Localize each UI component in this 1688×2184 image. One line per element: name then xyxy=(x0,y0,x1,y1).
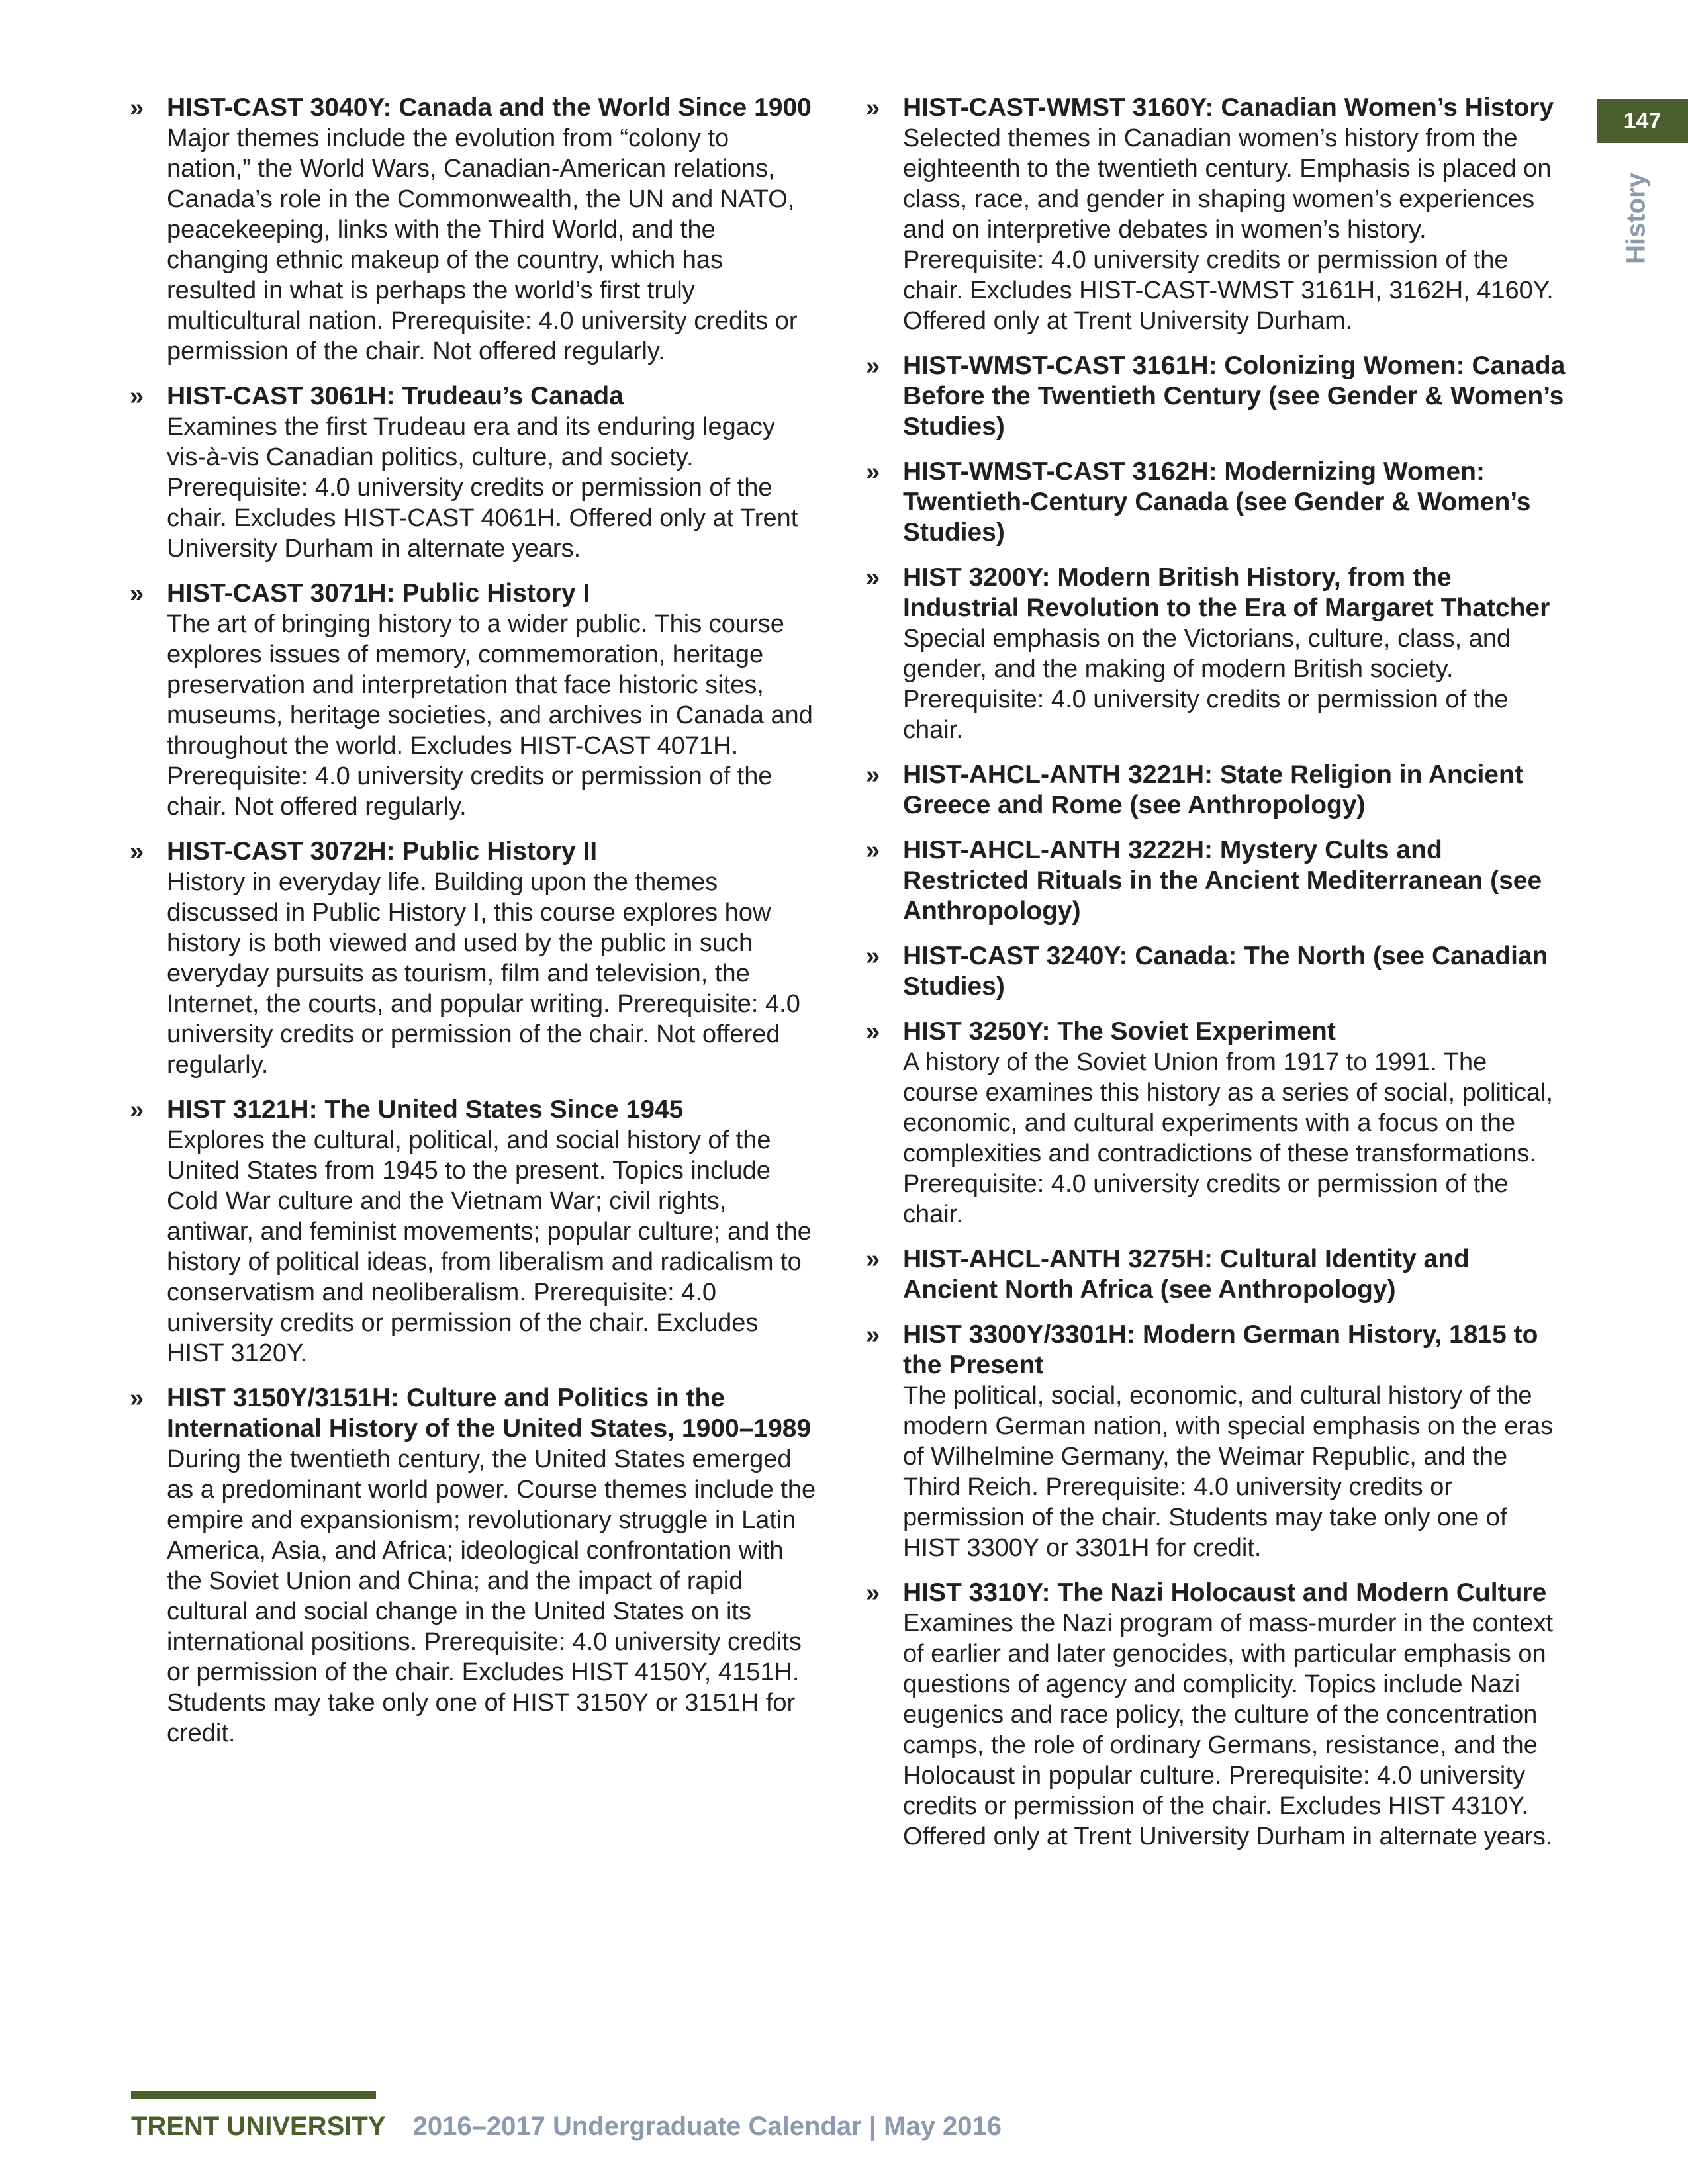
course-entry xyxy=(866,760,1568,821)
course-title: HIST-WMST-CAST 3162H: Modernizing Women: Twentieth-Century Canada (see Gender & Women’s Studies) xyxy=(903,457,1531,547)
page-number: 147 xyxy=(1597,99,1688,143)
course-title: HIST-WMST-CAST 3161H: Colonizing Women: Canada Before the Twentieth Century (see Gender & Women’s Studies) xyxy=(903,351,1566,441)
course-entry xyxy=(866,563,1568,745)
footer-rule xyxy=(131,2091,376,2099)
course-entry xyxy=(866,1320,1568,1563)
course-description: Special emphasis on the Victorians, culture, class, and gender, and the making of modern British society. Prerequisite: 4.0 university credits or permission of the chair. xyxy=(903,625,1511,744)
section-label: History xyxy=(1621,173,1651,264)
course-entry xyxy=(130,1383,818,1749)
course-entry xyxy=(130,381,818,564)
course-title: HIST 3121H: The United States Since 1945 xyxy=(167,1095,684,1124)
course-entry xyxy=(866,835,1568,927)
course-description: History in everyday life. Building upon the themes discussed in Public History I, this course explores how history is both viewed and used by the public in such everyday pursuits as tourism, film and television, the Internet, the courts, and popular writing. Prerequisite: 4.0 university credits or permission of the chair. Not offered regularly. xyxy=(167,868,800,1079)
course-description: Major themes include the evolution from “colony to nation,” the World Wars, Canadian-American relations, Canada’s role in the Commonwealth, the UN and NATO, peacekeeping, links with the Third World, and the changing ethnic makeup of the country, which has resulted in what is perhaps the world’s first truly multicultural nation. Prerequisite: 4.0 university credits or permission of the chair. Not offered regularly. xyxy=(167,124,798,365)
course-entry xyxy=(866,1244,1568,1305)
course-description: Examines the first Trudeau era and its enduring legacy vis-à-vis Canadian politics, culture, and society. Prerequisite: 4.0 university credits or permission of the chair. Excludes HIST-CAST 4061H. Offered only at Trent University Durham in alternate years. xyxy=(167,413,798,563)
course-title: HIST-CAST 3040Y: Canada and the World Since 1900 xyxy=(167,93,812,122)
course-title: HIST-AHCL-ANTH 3222H: Mystery Cults and Restricted Rituals in the Ancient Mediterranean (see Anthropology) xyxy=(903,836,1542,925)
bullet-icon: » xyxy=(866,352,880,380)
course-description: Selected themes in Canadian women’s history from the eighteenth to the twentieth century. Emphasis is placed on class, race, and gender in shaping women’s experiences and on interpretive debates in women’s history. Prerequisite: 4.0 university credits or permission of the chair. Excludes HIST-CAST-WMST 3161H, 3162H, 4160Y. Offered only at Trent University Durham. xyxy=(903,124,1554,335)
footer xyxy=(131,2110,1002,2143)
bullet-icon: » xyxy=(130,383,144,410)
course-entry xyxy=(130,578,818,822)
course-title: HIST-CAST 3071H: Public History I xyxy=(167,579,590,608)
bullet-icon: » xyxy=(130,580,144,608)
course-description: A history of the Soviet Union from 1917 to 1991. The course examines this history as a series of social, political, economic, and cultural experiments with a focus on the complexities and contradictions of these transformations. Prerequisite: 4.0 university credits or permission of the chair. xyxy=(903,1048,1554,1228)
bullet-icon: » xyxy=(866,942,880,970)
course-title: HIST 3150Y/3151H: Culture and Politics in the International History of the United States, 1900–1989 xyxy=(167,1384,812,1443)
bullet-icon: » xyxy=(866,458,880,486)
course-description: During the twentieth century, the United States emerged as a predominant world power. Course themes include the empire and expansionism; revolutionary struggle in Latin America, Asia, and Africa; ideological confrontation with the Soviet Union and China; and the impact of rapid cultural and social change in the United States on its international positions. Prerequisite: 4.0 university credits or permission of the chair. Excludes HIST 4150Y, 4151H. Students may take only one of HIST 3150Y or 3151H for credit. xyxy=(167,1445,816,1747)
course-title: HIST 3300Y/3301H: Modern German History, 1815 to the Present xyxy=(903,1320,1538,1379)
footer-university: TRENT UNIVERSITY xyxy=(131,2112,386,2141)
bullet-icon: » xyxy=(866,94,880,122)
bullet-icon: » xyxy=(866,564,880,592)
course-entry xyxy=(866,351,1568,442)
bullet-icon: » xyxy=(130,94,144,122)
right-column xyxy=(866,93,1568,1866)
course-title: HIST 3250Y: The Soviet Experiment xyxy=(903,1017,1336,1046)
left-column xyxy=(130,93,818,1763)
course-title: HIST 3310Y: The Nazi Holocaust and Modern Culture xyxy=(903,1578,1547,1607)
course-entry xyxy=(866,93,1568,336)
course-entry xyxy=(866,1578,1568,1852)
course-title: HIST-AHCL-ANTH 3275H: Cultural Identity and Ancient North Africa (see Anthropology) xyxy=(903,1245,1470,1304)
course-title: HIST-CAST 3240Y: Canada: The North (see Canadian Studies) xyxy=(903,942,1548,1001)
course-title: HIST-CAST 3061H: Trudeau’s Canada xyxy=(167,382,624,410)
bullet-icon: » xyxy=(866,1579,880,1607)
course-title: HIST-AHCL-ANTH 3221H: State Religion in Ancient Greece and Rome (see Anthropology) xyxy=(903,760,1523,819)
course-entry xyxy=(866,1017,1568,1230)
bullet-icon: » xyxy=(130,1385,144,1412)
course-entry xyxy=(866,941,1568,1002)
bullet-icon: » xyxy=(130,838,144,866)
course-description: Examines the Nazi program of mass-murder in the context of earlier and later genocides, with particular emphasis on questions of agency and complicity. Topics include Nazi eugenics and race policy, the culture of the concentration camps, the role of ordinary Germans, resistance, and the Holocaust in popular culture. Prerequisite: 4.0 university credits or permission of the chair. Excludes HIST 4310Y. Offered only at Trent University Durham in alternate years. xyxy=(903,1610,1554,1850)
course-entry xyxy=(130,837,818,1080)
course-entry xyxy=(130,1095,818,1369)
bullet-icon: » xyxy=(130,1096,144,1124)
bullet-icon: » xyxy=(866,1321,880,1349)
footer-calendar: 2016–2017 Undergraduate Calendar | May 2016 xyxy=(412,2112,1002,2141)
bullet-icon: » xyxy=(866,837,880,864)
bullet-icon: » xyxy=(866,1018,880,1046)
course-title: HIST-CAST-WMST 3160Y: Canadian Women’s History xyxy=(903,93,1554,122)
course-entry xyxy=(130,93,818,367)
course-description: The political, social, economic, and cultural history of the modern German nation, with special emphasis on the eras of Wilhelmine Germany, the Weimar Republic, and the Third Reich. Prerequisite: 4.0 university credits or permission of the chair. Students may take only one of HIST 3300Y or 3301H for credit. xyxy=(903,1382,1554,1562)
bullet-icon: » xyxy=(866,1246,880,1273)
course-description: The art of bringing history to a wider public. This course explores issues of memory, commemoration, heritage preservation and interpretation that face historic sites, museums, heritage societies, and archives in Canada and throughout the world. Excludes HIST-CAST 4071H. Prerequisite: 4.0 university credits or permission of the chair. Not offered regularly. xyxy=(167,610,813,821)
course-description: Explores the cultural, political, and social history of the United States from 1945 to the present. Topics include Cold War culture and the Vietnam War; civil rights, antiwar, and feminist movements; popular culture; and the history of political ideas, from liberalism and radicalism to conservatism and neoliberalism. Prerequisite: 4.0 university credits or permission of the chair. Excludes HIST 3120Y. xyxy=(167,1126,812,1367)
course-title: HIST 3200Y: Modern British History, from the Industrial Revolution to the Era of Margaret Thatcher xyxy=(903,563,1550,622)
course-title: HIST-CAST 3072H: Public History II xyxy=(167,837,598,866)
course-entry xyxy=(866,457,1568,548)
bullet-icon: » xyxy=(866,761,880,789)
